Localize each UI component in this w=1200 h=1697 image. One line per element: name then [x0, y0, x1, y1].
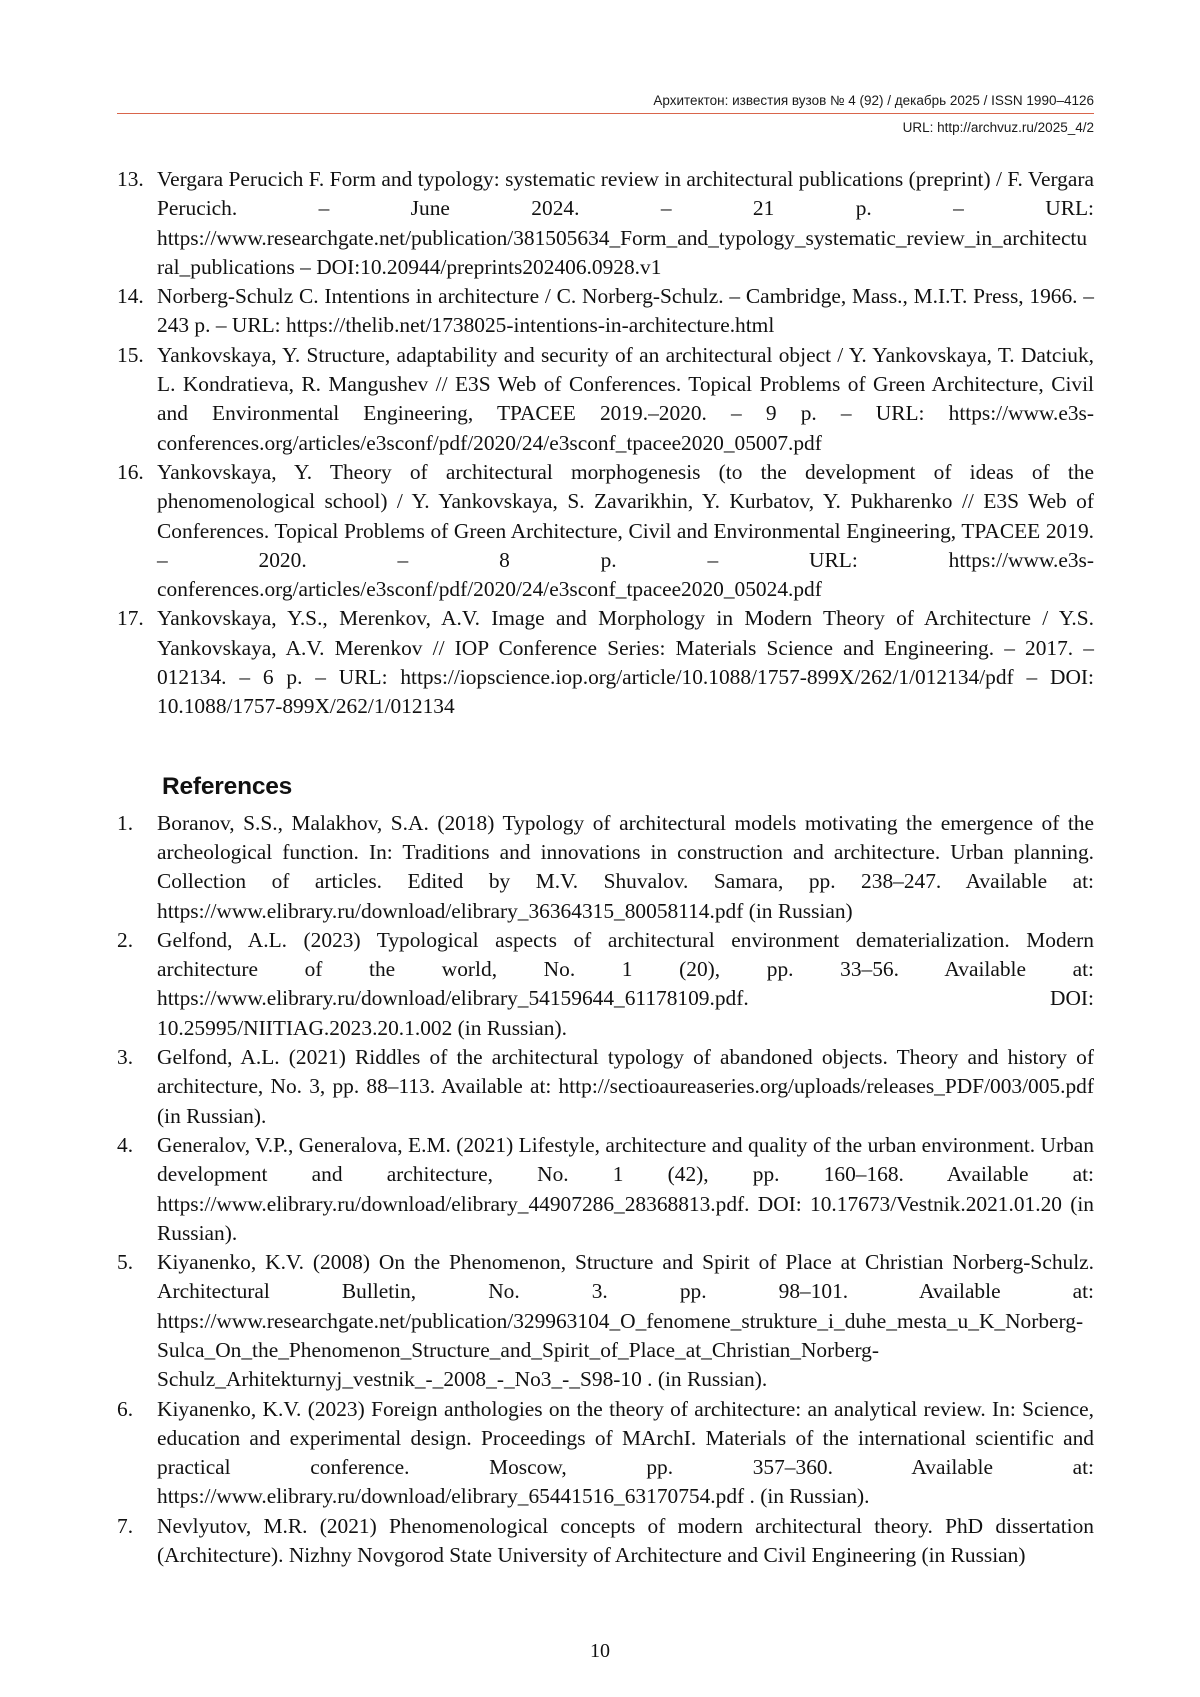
references-heading: References — [162, 772, 293, 800]
item-text: Nevlyutov, M.R. (2021) Phenomenological concepts of modern architectural theory. PhD dissertation (Architecture). Nizhny Novgorod State University of Architecture and Civil Engineering (in Russian) — [157, 1513, 1094, 1568]
item-text: Kiyanenko, K.V. (2008) On the Phenomenon, Structure and Spirit of Place at Christian Norberg-Schulz. Architectural Bulletin, No. 3. pp. 98–101. Available at: https://www.researchgate.net/publication/329963104_O_fenomene_strukture_i_duhe_mesta_u_K_Norberg-Sulca_On_the_Phenomenon_Structure_and_Spirit_of_Place_at_Christian_Norberg-Schulz_Arhitekturnyj_vestnik_-_2008_-_No3_-_S98-10 . (in Russian). — [157, 1250, 1094, 1392]
bibliography-item — [117, 458, 1094, 604]
item-text: Gelfond, A.L. (2021) Riddles of the architectural typology of abandoned objects. Theory and history of architecture, No. 3, pp. 88–113. Available at: http://sectioaureaseries.org/uploads/releases_PDF/003/005.pdf (in Russian). — [157, 1045, 1094, 1128]
item-text: Vergara Perucich F. Form and typology: systematic review in architectural publications (preprint) / F. Vergara Perucich. – June 2024. – 21 p. – URL: https://www.researchgate.net/publication/381505634_Form_and_typology_systematic_review_in_architectural_publications – DOI:10.20944/preprints202406.0928.v1 — [157, 167, 1094, 279]
reference-item — [117, 1512, 1094, 1571]
item-text: Boranov, S.S., Malakhov, S.A. (2018) Typology of architectural models motivating the emergence of the archeological function. In: Traditions and innovations in construction and architecture. Urban planning. Collection of articles. Edited by M.V. Shuvalov. Samara, pp. 238–247. Available at: https://www.elibrary.ru/download/elibrary_36364315_80058114.pdf (in Russian) — [157, 810, 1094, 923]
item-number: 7. — [117, 1513, 134, 1538]
item-number: 16. — [117, 459, 144, 484]
bibliography-list — [117, 165, 1094, 722]
reference-item — [117, 1248, 1094, 1394]
item-text: Kiyanenko, K.V. (2023) Foreign anthologies on the theory of architecture: an analytical review. In: Science, education and experimental design. Proceedings of MArchI. Materials of the international scientific and practical conference. Moscow, pp. 357–360. Available at: https://www.elibrary.ru/download/elibrary_65441516_63170754.pdf . (in Russian). — [157, 1396, 1094, 1509]
reference-item — [117, 1395, 1094, 1512]
references-list — [117, 809, 1094, 1571]
item-text: Yankovskaya, Y. Structure, adaptability and security of an architectural object / Y. Yankovskaya, T. Datciuk, L. Kondratieva, R. Mangushev // E3S Web of Conferences. Topical Problems of Green Architecture, Civil and Environmental Engineering, TPACEE 2019.–2020. – 9 p. – URL: https://www.e3s-conferences.org/articles/e3sconf/pdf/2020/24/e3sconf_tpacee2020_05007.pdf — [157, 342, 1094, 455]
item-text: Yankovskaya, Y. Theory of architectural morphogenesis (to the development of ideas of the phenomenological school) / Y. Yankovskaya, S. Zavarikhin, Y. Kurbatov, Y. Pukharenko // E3S Web of Conferences. Topical Problems of Green Architecture, Civil and Environmental Engineering, TPACEE 2019. – 2020. – 8 p. – URL: https://www.e3s-conferences.org/articles/e3sconf/pdf/2020/24/e3sconf_tpacee2020_05024.pdf — [157, 459, 1094, 602]
reference-item — [117, 926, 1094, 1043]
item-number: 4. — [117, 1132, 134, 1157]
header-rule — [117, 113, 1094, 114]
item-text: Yankovskaya, Y.S., Merenkov, A.V. Image and Morphology in Modern Theory of Architecture / Y.S. Yankovskaya, A.V. Merenkov // IOP Conference Series: Materials Science and Engineering. – 2017. – 012134. – 6 p. – URL: https://iopscience.iop.org/article/10.1088/1757-899X/262/1/012134/pdf – DOI: 10.1088/1757-899X/262/1/012134 — [157, 606, 1094, 719]
journal-info: Архитектон: известия вузов № 4 (92) / декабрь 2025 / ISSN 1990–4126 — [653, 93, 1094, 108]
reference-item — [117, 1043, 1094, 1131]
item-number: 13. — [117, 167, 144, 191]
item-number: 15. — [117, 342, 144, 367]
bibliography-item — [117, 165, 1094, 282]
item-number: 14. — [117, 284, 144, 309]
item-text: Norberg-Schulz C. Intentions in architecture / C. Norberg-Schulz. – Cambridge, Mass., M.I.T. Press, 1966. – 243 p. – URL: https://thelib.net/1738025-intentions-in-architecture.html — [157, 284, 1094, 338]
article-body — [117, 165, 1094, 1570]
item-number: 5. — [117, 1250, 134, 1275]
reference-item — [117, 809, 1094, 926]
item-number: 1. — [117, 810, 134, 835]
page-number: 10 — [590, 1640, 610, 1662]
bibliography-item — [117, 341, 1094, 458]
item-number: 3. — [117, 1045, 134, 1070]
item-number: 6. — [117, 1396, 134, 1421]
item-number: 17. — [117, 606, 144, 631]
bibliography-item — [117, 282, 1094, 341]
item-text: Gelfond, A.L. (2023) Typological aspects of architectural environment dematerialization. Modern architecture of the world, No. 1 (20), pp. 33–56. Available at: https://www.elibrary.ru/download/elibrary_54159644_61178109.pdf. DOI: 10.25995/NIITIAG.2023.20.1.002 (in Russian). — [157, 927, 1094, 1040]
reference-item — [117, 1131, 1094, 1248]
running-header — [117, 92, 1094, 137]
bibliography-item — [117, 604, 1094, 721]
item-text: Generalov, V.P., Generalova, E.M. (2021) Lifestyle, architecture and quality of the urban environment. Urban development and architecture, No. 1 (42), pp. 160–168. Available at: https://www.elibrary.ru/download/elibrary_44907286_28368813.pdf. DOI: 10.17673/Vestnik.2021.01.20 (in Russian). — [157, 1132, 1094, 1245]
article-url: URL: http://archvuz.ru/2025_4/2 — [902, 120, 1094, 135]
item-number: 2. — [117, 927, 134, 952]
